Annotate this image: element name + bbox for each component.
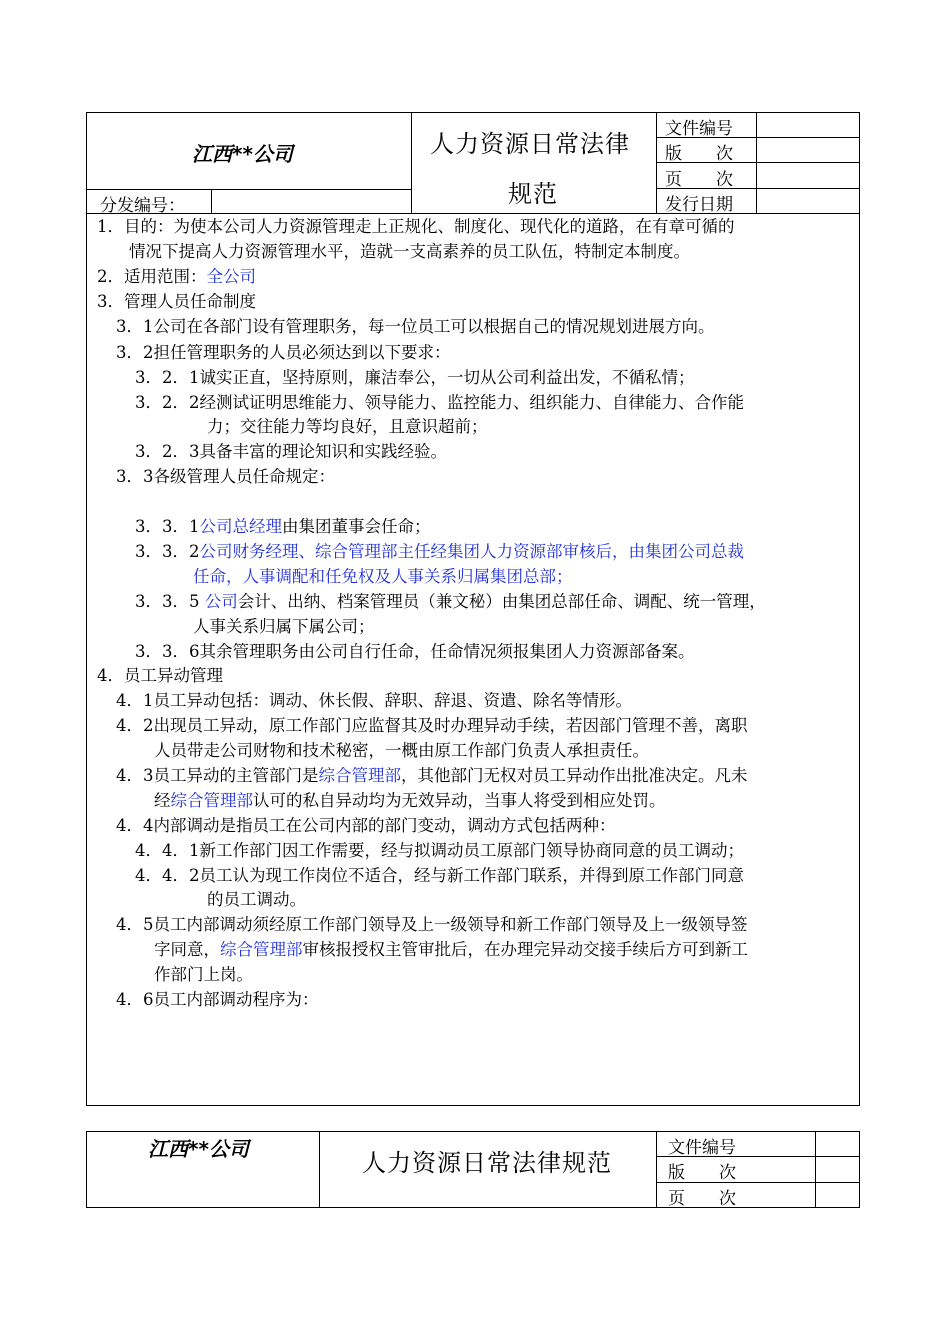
- distribution-rule: [86, 189, 412, 190]
- distribution-divider: [211, 189, 212, 213]
- body-line: 3．2．2经测试证明思维能力、领导能力、监控能力、组织能力、自律能力、合作能: [135, 393, 744, 412]
- footer-company-name: 江西**公司: [148, 1137, 249, 1161]
- body-line: 人员带走公司财物和技术秘密，一概由原工作部门负责人承担责任。: [154, 741, 649, 760]
- document-title-line2: 规范: [508, 180, 558, 208]
- body-line: 3．3．2公司财务经理、综合管理部主任经集团人力资源部审核后，由集团公司总裁: [135, 542, 744, 561]
- body-line: 字同意，综合管理部审核报授权主管审批后，在办理完异动交接手续后方可到新工: [154, 940, 748, 959]
- footer-version-label: 版 次: [668, 1163, 736, 1183]
- body-line: 1．目的：为使本公司人力资源管理走上正规化、制度化、现代化的道路，在有章可循的: [97, 217, 735, 236]
- doc-number-label: 文件编号: [665, 119, 733, 139]
- section-heading: 3．管理人员任命制度: [97, 292, 256, 311]
- document-title: 人力资源日常法律: [430, 130, 630, 158]
- footer-document-title: 人力资源日常法律规范: [362, 1149, 612, 1177]
- body-line: 4．6员工内部调动程序为：: [116, 990, 319, 1009]
- page-label: 页 次: [665, 170, 733, 190]
- footer-doc-number-label: 文件编号: [668, 1138, 736, 1158]
- body-line: 4．1员工异动包括：调动、休长假、辞职、辞退、资遣、除名等情形。: [116, 691, 632, 710]
- body-line: 4．3员工异动的主管部门是综合管理部，其他部门无权对员工异动作出批准决定。凡未: [116, 766, 748, 785]
- body-line: 4．4．1新工作部门因工作需要，经与拟调动员工原部门领导协商同意的员工调动；: [135, 841, 744, 860]
- header-divider-left: [411, 112, 412, 213]
- footer-page-label: 页 次: [668, 1189, 736, 1209]
- body-line: 4．2出现员工异动，原工作部门应监督其及时办理异动手续，若因部门管理不善，离职: [116, 716, 748, 735]
- body-line: 4．5员工内部调动须经原工作部门领导及上一级领导和新工作部门领导及上一级领导签: [116, 915, 748, 934]
- body-line: 任命，人事调配和任免权及人事关系归属集团总部；: [193, 567, 573, 586]
- body-line: 3．3各级管理人员任命规定：: [116, 467, 335, 486]
- version-label: 版 次: [665, 144, 733, 164]
- footer-divider-right: [656, 1131, 657, 1208]
- company-name: 江西**公司: [192, 142, 293, 166]
- distribution-label: 分发编号：: [100, 196, 185, 216]
- body-line: 经综合管理部认可的私自异动均为无效异动，当事人将受到相应处罚。: [154, 791, 666, 810]
- body-line: 3．2．3具备丰富的理论知识和实践经验。: [135, 442, 447, 461]
- body-line: 的员工调动。: [207, 890, 306, 909]
- body-line: 力；交往能力等均良好，且意识超前；: [207, 417, 488, 436]
- body-line: 4．4内部调动是指员工在公司内部的部门变动，调动方式包括两种：: [116, 816, 616, 835]
- body-line: 人事关系归属下属公司；: [193, 617, 375, 636]
- footer-divider-left: [319, 1131, 320, 1208]
- issue-date-label: 发行日期: [665, 195, 733, 215]
- body-line: 3．2担任管理职务的人员必须达到以下要求：: [116, 343, 451, 362]
- body-line: 情况下提高人力资源管理水平，造就一支高素养的员工队伍，特制定本制度。: [129, 242, 690, 261]
- body-line: 3．2．1诚实正直，坚持原则，廉洁奉公，一切从公司利益出发，不循私情；: [135, 368, 695, 387]
- body-line: 作部门上岗。: [154, 965, 253, 984]
- body-line: 2．适用范围：全公司: [97, 267, 256, 286]
- body-line: 3．3．6其余管理职务由公司自行任命，任命情况须报集团人力资源部备案。: [135, 642, 695, 661]
- section-heading: 4．员工异动管理: [97, 666, 223, 685]
- body-line: 3．1公司在各部门设有管理职务，每一位员工可以根据自己的情况规划进展方向。: [116, 317, 715, 336]
- footer-value-divider: [815, 1131, 816, 1208]
- body-line: 4．4．2员工认为现工作岗位不适合，经与新工作部门联系，并得到原工作部门同意: [135, 866, 744, 885]
- header-bottom-rule: [86, 213, 860, 214]
- body-line: 3．3．5 公司会计、出纳、档案管理员（兼文秘）由集团总部任命、调配、统一管理，: [135, 592, 766, 611]
- body-line: 3．3．1公司总经理由集团董事会任命；: [135, 517, 431, 536]
